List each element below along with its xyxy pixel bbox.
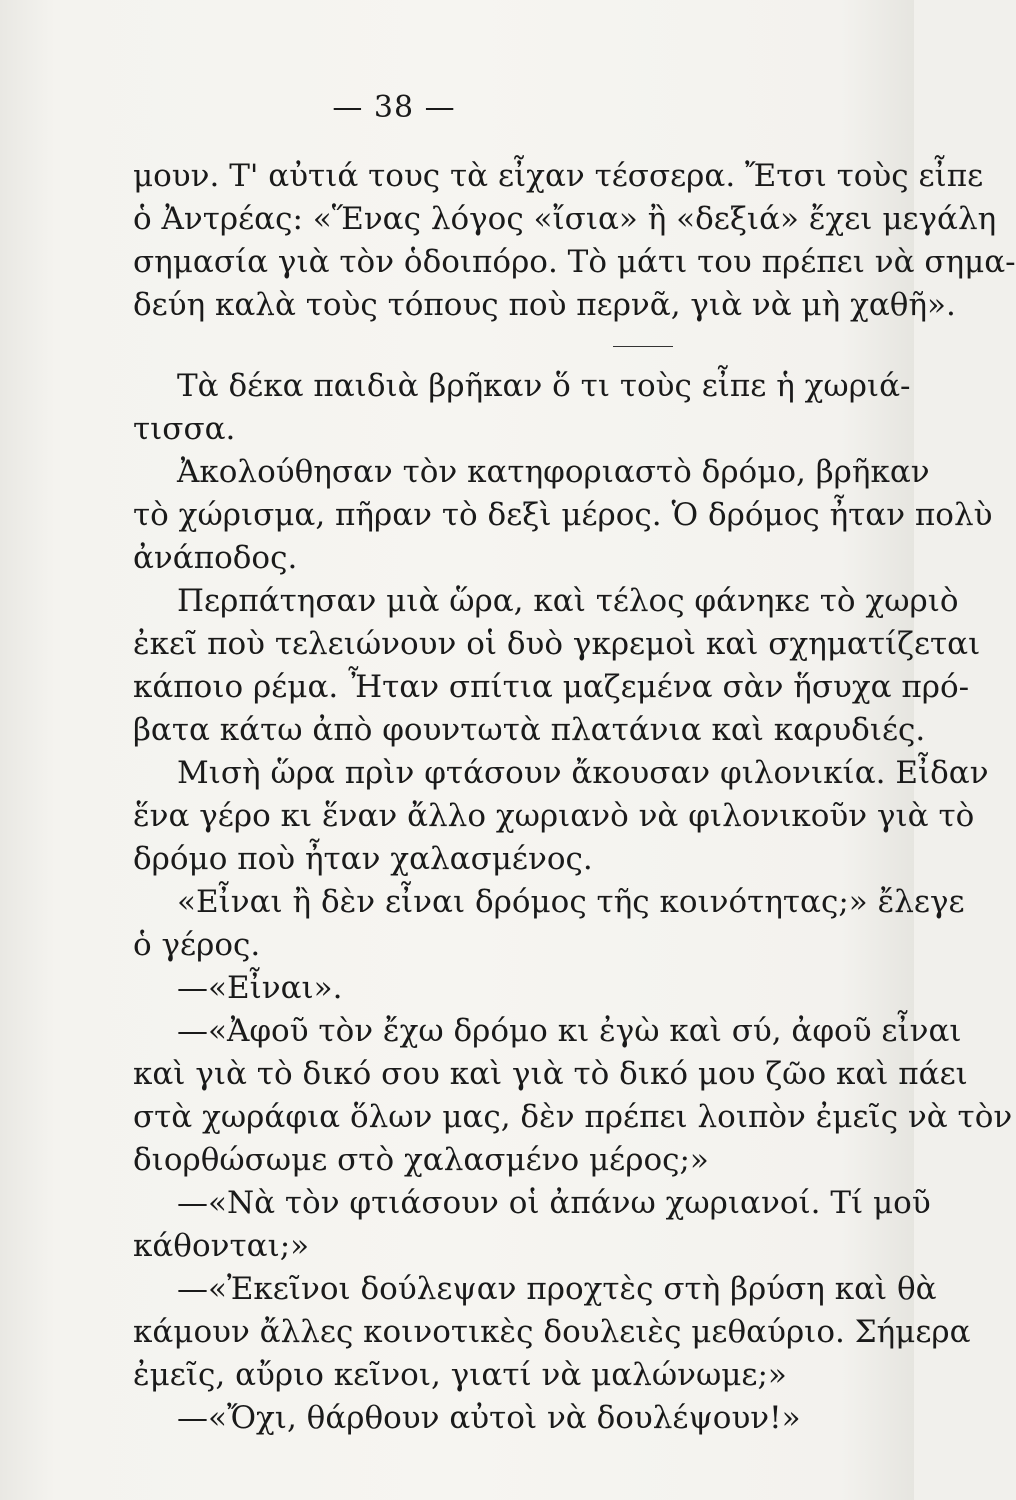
text-line: μουν. Τ' αὐτιά τους τὰ εἶχαν τέσσερα. Ἔτσι τοὺς εἶπε [133, 158, 984, 194]
text-line: ὁ Ἀντρέας: «Ἕνας λόγος «ἴσια» ἢ «δεξιά» ἔχει μεγάλη [133, 201, 997, 237]
text-line: ἐκεῖ ποὺ τελειώνουν οἱ δυὸ γκρεμοὶ καὶ σχηματίζεται [133, 626, 981, 662]
page-number: — 38 — [332, 90, 456, 125]
text-line: κάθονται;» [133, 1228, 310, 1264]
text-line: ἐμεῖς, αὔριο κεῖνοι, γιατί νὰ μαλώνωμε;» [133, 1357, 787, 1393]
text-line: —«Εἶναι». [177, 970, 343, 1006]
text-line: στὰ χωράφια ὅλων μας, δὲν πρέπει λοιπὸν ἐμεῖς νὰ τὸν [133, 1099, 1013, 1135]
text-line: τὸ χώρισμα, πῆραν τὸ δεξὶ μέρος. Ὁ δρόμος ἦταν πολὺ [133, 497, 993, 533]
text-line: Ἀκολούθησαν τὸν κατηφοριαστὸ δρόμο, βρῆκαν [177, 454, 930, 490]
text-line: τισσα. [133, 411, 236, 447]
text-line: —«Ὄχι, θάρθουν αὐτοὶ νὰ δουλέψουν!» [177, 1400, 801, 1436]
text-line: ὁ γέρος. [133, 927, 261, 963]
text-line: καὶ γιὰ τὸ δικό σου καὶ γιὰ τὸ δικό μου ζῶο καὶ πάει [133, 1056, 968, 1092]
text-line: ἀνάποδος. [133, 540, 298, 576]
text-line: διορθώσωμε στὸ χαλασμένο μέρος;» [133, 1142, 709, 1178]
text-line: κάμουν ἄλλες κοινοτικὲς δουλειὲς μεθαύριο. Σήμερα [133, 1314, 971, 1350]
text-line: κάποιο ρέμα. Ἦταν σπίτια μαζεμένα σὰν ἥσυχα πρό- [133, 669, 970, 705]
text-line: —«Νὰ τὸν φτιάσουν οἱ ἀπάνω χωριανοί. Τί μοῦ [177, 1185, 931, 1221]
text-line: ἕνα γέρο κι ἕναν ἄλλο χωριανὸ νὰ φιλονικοῦν γιὰ τὸ [133, 798, 975, 834]
text-line: βατα κάτω ἀπὸ φουντωτὰ πλατάνια καὶ καρυδιές. [133, 712, 926, 748]
text-line: σημασία γιὰ τὸν ὁδοιπόρο. Τὸ μάτι του πρέπει νὰ σημα- [133, 244, 1016, 280]
text-line: δεύη καλὰ τοὺς τόπους ποὺ περνᾶ, γιὰ νὰ μὴ χαθῆ». [133, 287, 956, 323]
text-line: —«Ἀφοῦ τὸν ἔχω δρόμο κι ἐγὼ καὶ σύ, ἀφοῦ εἶναι [177, 1013, 962, 1049]
text-line: Μισὴ ὥρα πρὶν φτάσουν ἄκουσαν φιλονικία. Εἶδαν [177, 755, 989, 791]
text-line: «Εἶναι ἢ δὲν εἶναι δρόμος τῆς κοινότητας;» ἔλεγε [177, 884, 965, 920]
text-line: Τὰ δέκα παιδιὰ βρῆκαν ὅ τι τοὺς εἶπε ἡ χωριά- [177, 368, 911, 404]
text-line: Περπάτησαν μιὰ ὥρα, καὶ τέλος φάνηκε τὸ χωριὸ [177, 583, 959, 619]
text-line: δρόμο ποὺ ἦταν χαλασμένος. [133, 841, 593, 877]
text-line: —«Ἐκεῖνοι δούλεψαν προχτὲς στὴ βρύση καὶ θὰ [177, 1271, 937, 1307]
section-divider [613, 346, 673, 347]
